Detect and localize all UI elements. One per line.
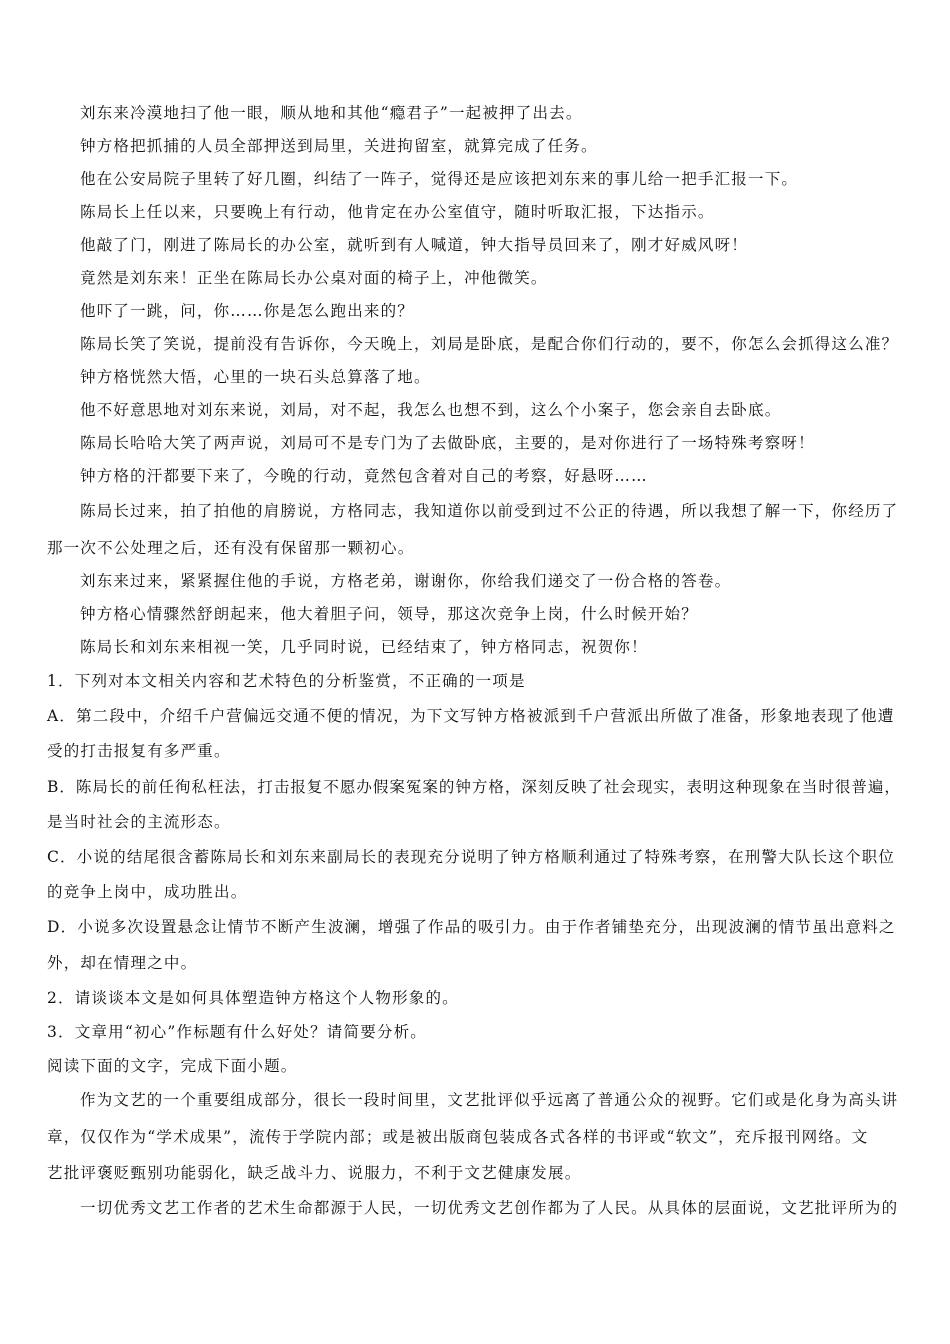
option-d: D．小说多次设置悬念让情节不断产生波澜，增强了作品的吸引力。由于作者铺垫充分，出现波澜的情节虽出意料之 xyxy=(47,918,896,936)
story-paragraph: 他在公安局院子里转了好几圈，纠结了一阵子，觉得还是应该把刘东来的事儿给一把手汇报一下。 xyxy=(80,170,799,188)
story-paragraph: 陈局长上任以来，只要晚上有行动，他肯定在办公室值守，随时听取汇报，下达指示。 xyxy=(80,203,715,221)
story-paragraph: 他吓了一跳，问，你……你是怎么跑出来的？ xyxy=(80,302,415,320)
option-d-continued: 外，却在情理之中。 xyxy=(47,954,198,972)
story-paragraph: 他敲了门，刚进了陈局长的办公室，就听到有人喊道，钟大指导员回来了，刚才好威风呀！ xyxy=(80,236,749,254)
story-paragraph: 钟方格恍然大悟，心里的一块石头总算落了地。 xyxy=(80,368,431,386)
option-c: C．小说的结尾很含蓄陈局长和刘东来副局长的表现充分说明了钟方格顺利通过了特殊考察，在刑警大队长这个职位 xyxy=(47,848,896,866)
question-1: 1．下列对本文相关内容和艺术特色的分析鉴赏，不正确的一项是 xyxy=(47,672,526,690)
option-c-continued: 的竞争上岗中，成功胜出。 xyxy=(47,883,248,901)
question-3: 3．文章用“初心”作标题有什么好处？请简要分析。 xyxy=(47,1023,428,1041)
story-paragraph: 钟方格心情骤然舒朗起来，他大着胆子问，领导，那这次竞争上岗，什么时候开始？ xyxy=(80,605,698,623)
essay-paragraph: 一切优秀文艺工作者的艺术生命都源于人民，一切优秀文艺创作都为了人民。从具体的层面说，文艺批评所为的 xyxy=(80,1199,899,1217)
story-paragraph: 刘东来过来，紧紧握住他的手说，方格老弟，谢谢你，你给我们递交了一份合格的答卷。 xyxy=(80,572,732,590)
essay-paragraph-continued: 艺批评褒贬甄别功能弱化，缺乏战斗力、说服力，不利于文艺健康发展。 xyxy=(47,1164,582,1182)
option-b: B．陈局长的前任徇私枉法，打击报复不愿办假案冤案的钟方格，深刻反映了社会现实，表明这种现象在当时很普遍， xyxy=(47,778,901,796)
option-a: A．第二段中，介绍千户营偏远交通不便的情况，为下文写钟方格被派到千户营派出所做了准备，形象地表现了他遭 xyxy=(47,707,895,725)
essay-paragraph: 作为文艺的一个重要组成部分，很长一段时间里，文艺批评似乎远离了普通公众的视野。它们或是化身为高头讲 xyxy=(80,1091,899,1109)
option-a-continued: 受的打击报复有多严重。 xyxy=(47,742,231,760)
essay-paragraph-continued: 章，仅仅作为“学术成果”，流传于学院内部；或是被出版商包装成各式各样的书评或“软文”，充斥报刊网络。文 xyxy=(47,1128,869,1146)
story-paragraph: 钟方格的汗都要下来了，今晚的行动，竟然包含着对自己的考察，好悬呀…… xyxy=(80,467,648,485)
question-2: 2．请谈谈本文是如何具体塑造钟方格这个人物形象的。 xyxy=(47,989,459,1007)
story-paragraph: 他不好意思地对刘东来说，刘局，对不起，我怎么也想不到，这么个小案子，您会亲自去卧底。 xyxy=(80,401,782,419)
reading-instruction: 阅读下面的文字，完成下面小题。 xyxy=(47,1057,298,1075)
story-paragraph: 陈局长和刘东来相视一笑，几乎同时说，已经结束了，钟方格同志，祝贺你！ xyxy=(80,638,648,656)
story-paragraph: 陈局长笑了笑说，提前没有告诉你，今天晚上，刘局是卧底，是配合你们行动的，要不，你怎么会抓得这么准？ xyxy=(80,335,899,353)
story-paragraph: 陈局长过来，拍了拍他的肩膀说，方格同志，我知道你以前受到过不公正的待遇，所以我想了解一下，你经历了 xyxy=(80,502,899,520)
story-paragraph: 陈局长哈哈大笑了两声说，刘局可不是专门为了去做卧底，主要的，是对你进行了一场特殊考察呀！ xyxy=(80,434,815,452)
option-b-continued: 是当时社会的主流形态。 xyxy=(47,813,231,831)
story-paragraph: 钟方格把抓捕的人员全部押送到局里，关进拘留室，就算完成了任务。 xyxy=(80,137,598,155)
story-paragraph: 刘东来冷漠地扫了他一眼，顺从地和其他“瘾君子”一起被押了出去。 xyxy=(80,104,583,122)
story-paragraph-continued: 那一次不公处理之后，还有没有保留那一颗初心。 xyxy=(47,539,415,557)
story-paragraph: 竟然是刘东来！正坐在陈局长办公桌对面的椅子上，冲他微笑。 xyxy=(80,269,548,287)
